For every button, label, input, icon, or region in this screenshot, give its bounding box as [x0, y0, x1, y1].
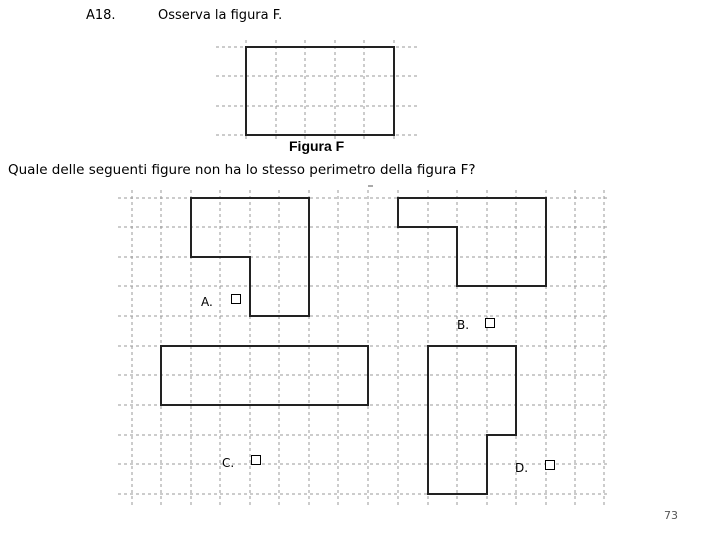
instruction-text: Osserva la figura F. [158, 8, 283, 23]
option-d-label: D. [515, 461, 529, 475]
option-c-label: C. [222, 456, 235, 470]
option-a-checkbox[interactable] [231, 294, 241, 304]
option-c-checkbox[interactable] [251, 455, 261, 465]
shape-b [398, 198, 546, 286]
question-text: Quale delle seguenti figure non ha lo stesso perimetro della figura F? [8, 162, 476, 178]
option-a-label: A. [201, 295, 213, 309]
figure-f-caption: Figura F [289, 138, 345, 154]
page-number: 73 [664, 509, 678, 522]
option-b-checkbox[interactable] [485, 318, 495, 328]
figure-f-rectangle [246, 47, 394, 135]
option-d-checkbox[interactable] [545, 460, 555, 470]
option-b-label: B. [457, 318, 470, 332]
shape-d [428, 346, 516, 494]
question-number: A18. [86, 8, 116, 23]
